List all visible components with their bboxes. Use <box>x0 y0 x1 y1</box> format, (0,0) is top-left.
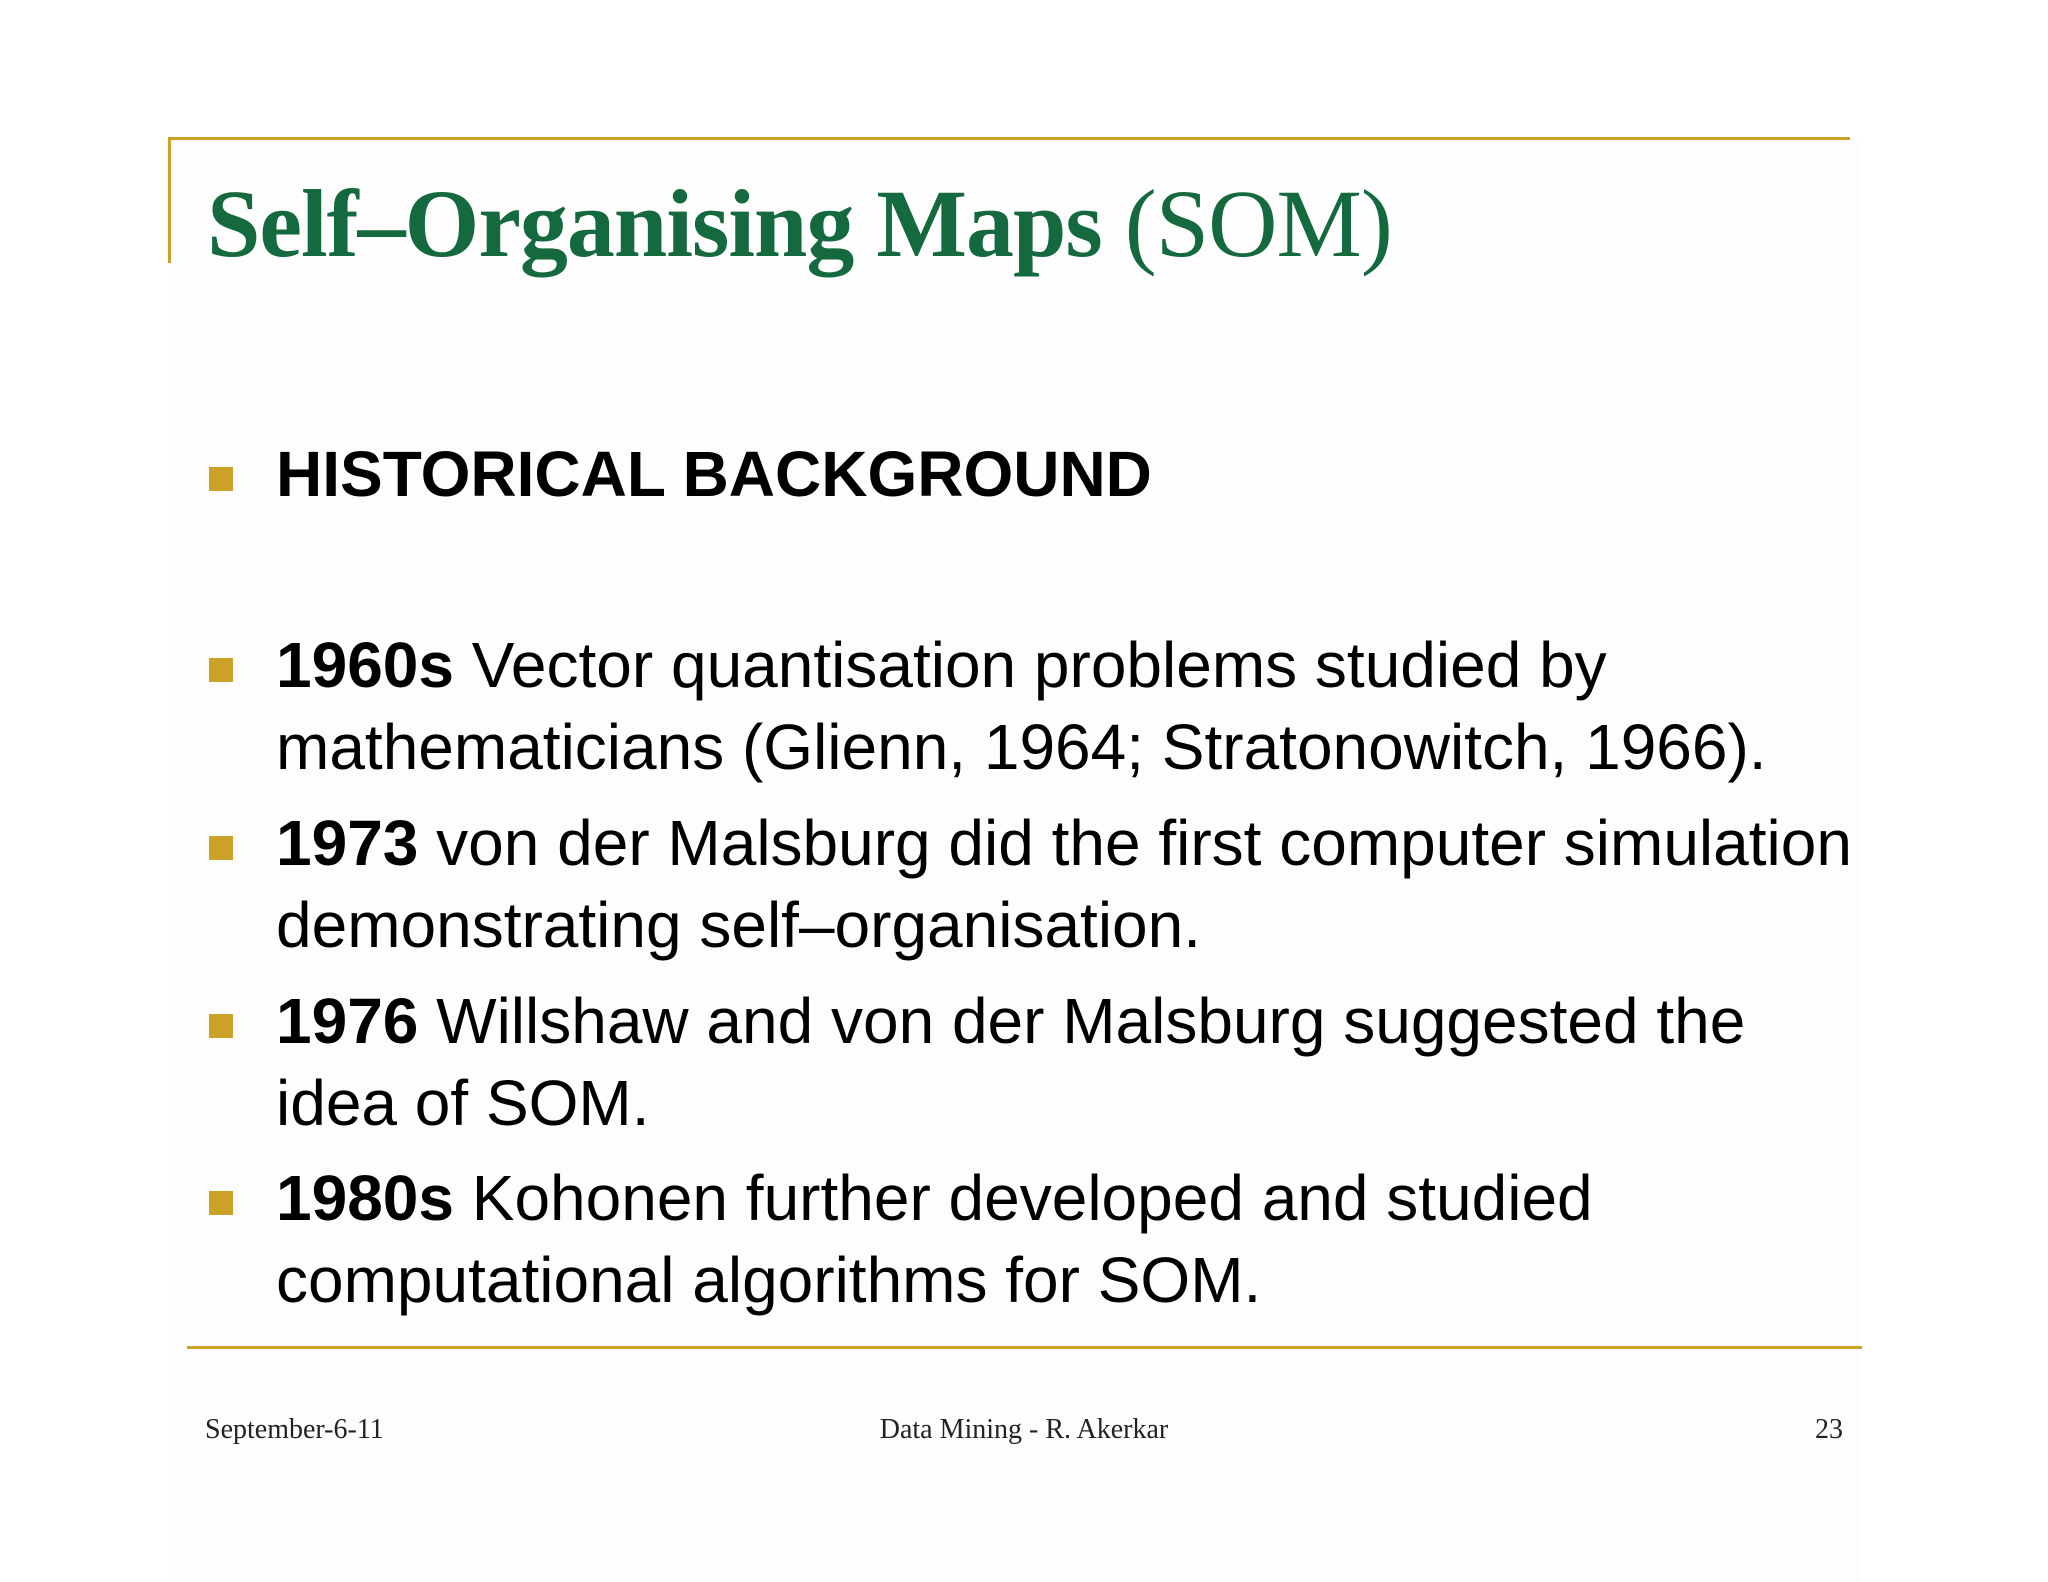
bullet-year: 1980s <box>276 1162 454 1234</box>
square-bullet-icon <box>209 1191 233 1215</box>
bullet-description: Vector quantisation problems studied by mathematicians (Glienn, 1964; Stratonowitch, 1966). <box>276 629 1767 783</box>
bullet-description: Willshaw and von der Malsburg suggested the idea of SOM. <box>276 985 1746 1139</box>
slide-title-abbr: (SOM) <box>1124 170 1392 277</box>
bullet-item-text <box>276 802 1856 966</box>
square-bullet-icon <box>209 658 233 682</box>
footer-rule <box>187 1346 1862 1349</box>
bullet-item-text <box>276 980 1856 1144</box>
square-bullet-icon <box>209 836 233 860</box>
footer-date: September-6-11 <box>205 1414 384 1445</box>
square-bullet-icon <box>209 467 233 491</box>
bullet-year: 1960s <box>276 629 454 701</box>
page-number: 23 <box>1815 1414 1843 1445</box>
section-heading: HISTORICAL BACKGROUND <box>276 438 1152 510</box>
footer-title: Data Mining - R. Akerkar <box>879 1414 1169 1445</box>
bullet-item-text <box>276 1157 1856 1321</box>
bullet-description: von der Malsburg did the first computer simulation demonstrating self–organisation. <box>276 807 1852 961</box>
bullet-description: Kohonen further developed and studied computational algorithms for SOM. <box>276 1162 1593 1316</box>
bullet-item-text <box>276 624 1856 788</box>
bullet-year: 1976 <box>276 985 419 1057</box>
square-bullet-icon <box>209 1014 233 1038</box>
slide-title-main: Self–Organising Maps <box>207 170 1102 277</box>
bullet-year: 1973 <box>276 807 419 879</box>
